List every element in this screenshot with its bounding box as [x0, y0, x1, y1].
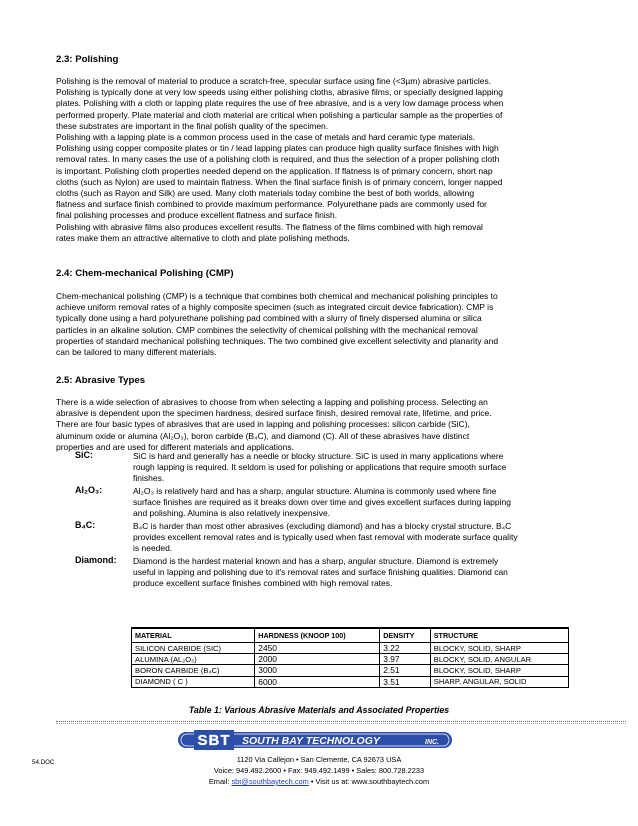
- table-cell: 3.22: [380, 643, 431, 654]
- text-line: Polishing with abrasive films also produces excellent results. The flatness of the films combined with high removal: [56, 221, 483, 232]
- text-line: Al₂O₃ is relatively hard and has a sharp, angular structure. Alumina is commonly used where fine: [133, 486, 497, 496]
- text-line: and polishing. Alumina is also relatively inexpensive.: [133, 508, 331, 519]
- text-line: rates make them an attractive alternative to cloth and plate polishing methods.: [56, 232, 350, 243]
- text-line: properties and are used for different materials and applications.: [56, 441, 294, 452]
- table-cell: 2450: [255, 643, 380, 654]
- definition-term: Diamond:: [75, 555, 117, 565]
- text-line: plates. Polishing with a cloth or lapping plate requires the use of free abrasive, and is a very low damage process when: [56, 98, 504, 109]
- text-line: rough lapping is required. It seldom is used for polishing or applications that require smooth surface: [133, 462, 507, 473]
- logo-suffix: INC.: [425, 739, 439, 746]
- document-id: 54.DOC: [32, 759, 55, 766]
- email-link[interactable]: sbt@southbaytech.com: [231, 777, 309, 786]
- table-header-row: [132, 628, 569, 643]
- table-cell: BLOCKY, SOLID, SHARP: [430, 665, 568, 676]
- table-header-cell: MATERIAL: [132, 628, 255, 643]
- text-line: SiC is hard and generally has a needle or blocky structure. SiC is used in many applications where: [133, 451, 504, 461]
- text-line: abrasive is dependent upon the specimen hardness, desired surface finish, desired removal rate, lifetime, and price.: [56, 408, 492, 419]
- text-line: useful in lapping and polishing due to it's removal rates and surface finishing qualities. Diamond can: [133, 567, 508, 578]
- footer-divider: [56, 723, 626, 724]
- definition-text: [133, 486, 607, 520]
- table-cell: 2000: [255, 654, 380, 665]
- abrasive-properties-table: [131, 627, 569, 688]
- text-line: is important. Polishing cloth properties needed depend on the application. If flatness is of primary concern, short nap: [56, 165, 493, 176]
- table-header-cell: HARDNESS (KNOOP 100): [255, 628, 380, 643]
- footer-contact: [0, 777, 638, 786]
- text-line: produce excellent surface finishes combined with high removal rates.: [133, 578, 393, 589]
- text-line: flatness and surface finish combined to provide maximum performance. Polyurethane pads are commonly used for: [56, 199, 487, 210]
- text-line: typically done using a hard polyurethane polishing pad combined with a slurry of finely dispersed alumina or silica: [56, 313, 482, 324]
- table-cell: BORON CARBIDE (B₄C): [132, 665, 255, 676]
- table-cell: ALUMINA (AL₂O₃): [132, 654, 255, 665]
- table-cell: BLOCKY, SOLID, ANGULAR: [430, 654, 568, 665]
- table-cell: SILICON CARBIDE (SIC): [132, 643, 255, 654]
- table-cell: SHARP, ANGULAR, SOLID: [430, 676, 568, 687]
- logo-letters: SBT: [197, 732, 231, 749]
- text-line: finishes.: [133, 473, 165, 484]
- table-cell: BLOCKY, SOLID, SHARP: [430, 643, 568, 654]
- section-heading-polishing: 2.3: Polishing: [56, 54, 119, 65]
- table-header-cell: STRUCTURE: [430, 628, 568, 643]
- definition-text: [133, 451, 607, 485]
- text-line: these substrates are important in the final polish quality of the specimen.: [56, 120, 329, 131]
- south-bay-technology-logo: [178, 730, 452, 750]
- text-line: can be tailored to many different materials.: [56, 347, 217, 358]
- footer-divider: [56, 721, 626, 722]
- website-text: • Visit us at: www.southbaytech.com: [308, 777, 430, 786]
- table-cell: 3.97: [380, 654, 431, 665]
- text-line: removal rates. In many cases the use of a polishing cloth is required, and thus the selection of a proper polishing cloth: [56, 154, 500, 165]
- table-header-cell: DENSITY: [380, 628, 431, 643]
- text-line: Polishing using copper composite plates or tin / lead lapping plates can produce high quality surface finishes with high: [56, 143, 499, 154]
- text-line: surface finishes are required as it breaks down over time and gives excellent surfaces during lapping: [133, 497, 511, 508]
- polishing-body: [56, 76, 606, 244]
- definition-text: [133, 556, 607, 590]
- table-row: [132, 654, 569, 665]
- definition-term: B₄C:: [75, 520, 96, 530]
- cmp-body: [56, 291, 606, 358]
- table-row: [132, 676, 569, 687]
- table-cell: 3.51: [380, 676, 431, 687]
- table-caption: Table 1: Various Abrasive Materials and Associated Properties: [188, 705, 450, 715]
- email-label: Email:: [208, 777, 232, 786]
- text-line: is needed.: [133, 543, 173, 554]
- section-heading-abrasive-types: 2.5: Abrasive Types: [56, 375, 146, 386]
- table-cell: 2.51: [380, 665, 431, 676]
- definition-term: SiC:: [75, 450, 93, 460]
- text-line: provides excellent removal rates and is typically used when fast removal with moderate surface quality: [133, 532, 518, 543]
- text-line: particles in an alkaline solution. CMP combines the selectivity of chemical polishing with the mechanical removal: [56, 324, 478, 335]
- text-line: Polishing is the removal of material to produce a scratch-free, specular surface using fine (<3µm) abrasive particles.: [56, 76, 492, 86]
- text-line: Polishing with a lapping plate is a common process used in the case of metals and hard ceramic type materials.: [56, 132, 476, 143]
- table-row: [132, 665, 569, 676]
- text-line: aluminum oxide or alumina (Al₂O₃), boron carbide (B₄C), and diamond (C). All of these abrasives have distinct: [56, 430, 470, 441]
- footer-address: 1120 Via Callejon • San Clemente, CA 92673 USA: [236, 755, 402, 764]
- section-heading-cmp: 2.4: Chem-mechanical Polishing (CMP): [56, 268, 234, 279]
- text-line: achieve uniform removal rates of a highly composite specimen (such as integrated circuit device fabrication). CMP is: [56, 302, 494, 313]
- table-cell: DIAMOND ( C ): [132, 676, 255, 687]
- table-cell: 3000: [255, 665, 380, 676]
- definition-text: [133, 521, 607, 555]
- text-line: cloths (such as Rayon and Silk) are used. Many cloth materials today combine the best of both worlds, allowing: [56, 188, 475, 199]
- text-line: Polishing is typically done at very low speeds using either polishing cloths, abrasive films, or specially designed lapping: [56, 87, 503, 98]
- text-line: final polishing processes and produce excellent flatness and surface finish.: [56, 210, 338, 221]
- text-line: Chem-mechanical polishing (CMP) is a technique that combines both chemical and mechanical polishing principles to: [56, 291, 498, 301]
- text-line: There are four basic types of abrasives that are used in lapping and polishing processes: silicon carbide (SiC),: [56, 419, 470, 430]
- text-line: cloths (such as Nylon) are used to maintain flatness. When the final surface finish is of primary concern, longer napped: [56, 176, 503, 187]
- definition-term: Al₂O₃:: [75, 485, 103, 495]
- table-row: [132, 643, 569, 654]
- footer-phones: Voice: 949.492.2600 • Fax: 949.492.1499 • Sales: 800.728.2233: [213, 766, 425, 775]
- logo-company-name: SOUTH BAY TECHNOLOGY: [242, 735, 380, 747]
- text-line: There is a wide selection of abrasives to choose from when selecting a lapping and polishing process. Selecting an: [56, 397, 488, 407]
- abrasive-body: [56, 397, 606, 453]
- text-line: Diamond is the hardest material known and has a sharp, angular structure. Diamond is extremely: [133, 556, 499, 566]
- text-line: B₄C is harder than most other abrasives (excluding diamond) and has a blocky crystal structure. B₄C: [133, 521, 512, 531]
- table-cell: 6000: [255, 676, 380, 687]
- text-line: performed properly. Plate material and cloth material are critical when polishing a particular sample as the properties of: [56, 109, 503, 120]
- text-line: properties of standard mechanical polishing techniques. The two combined give excellent selectivity and planarity and: [56, 335, 499, 346]
